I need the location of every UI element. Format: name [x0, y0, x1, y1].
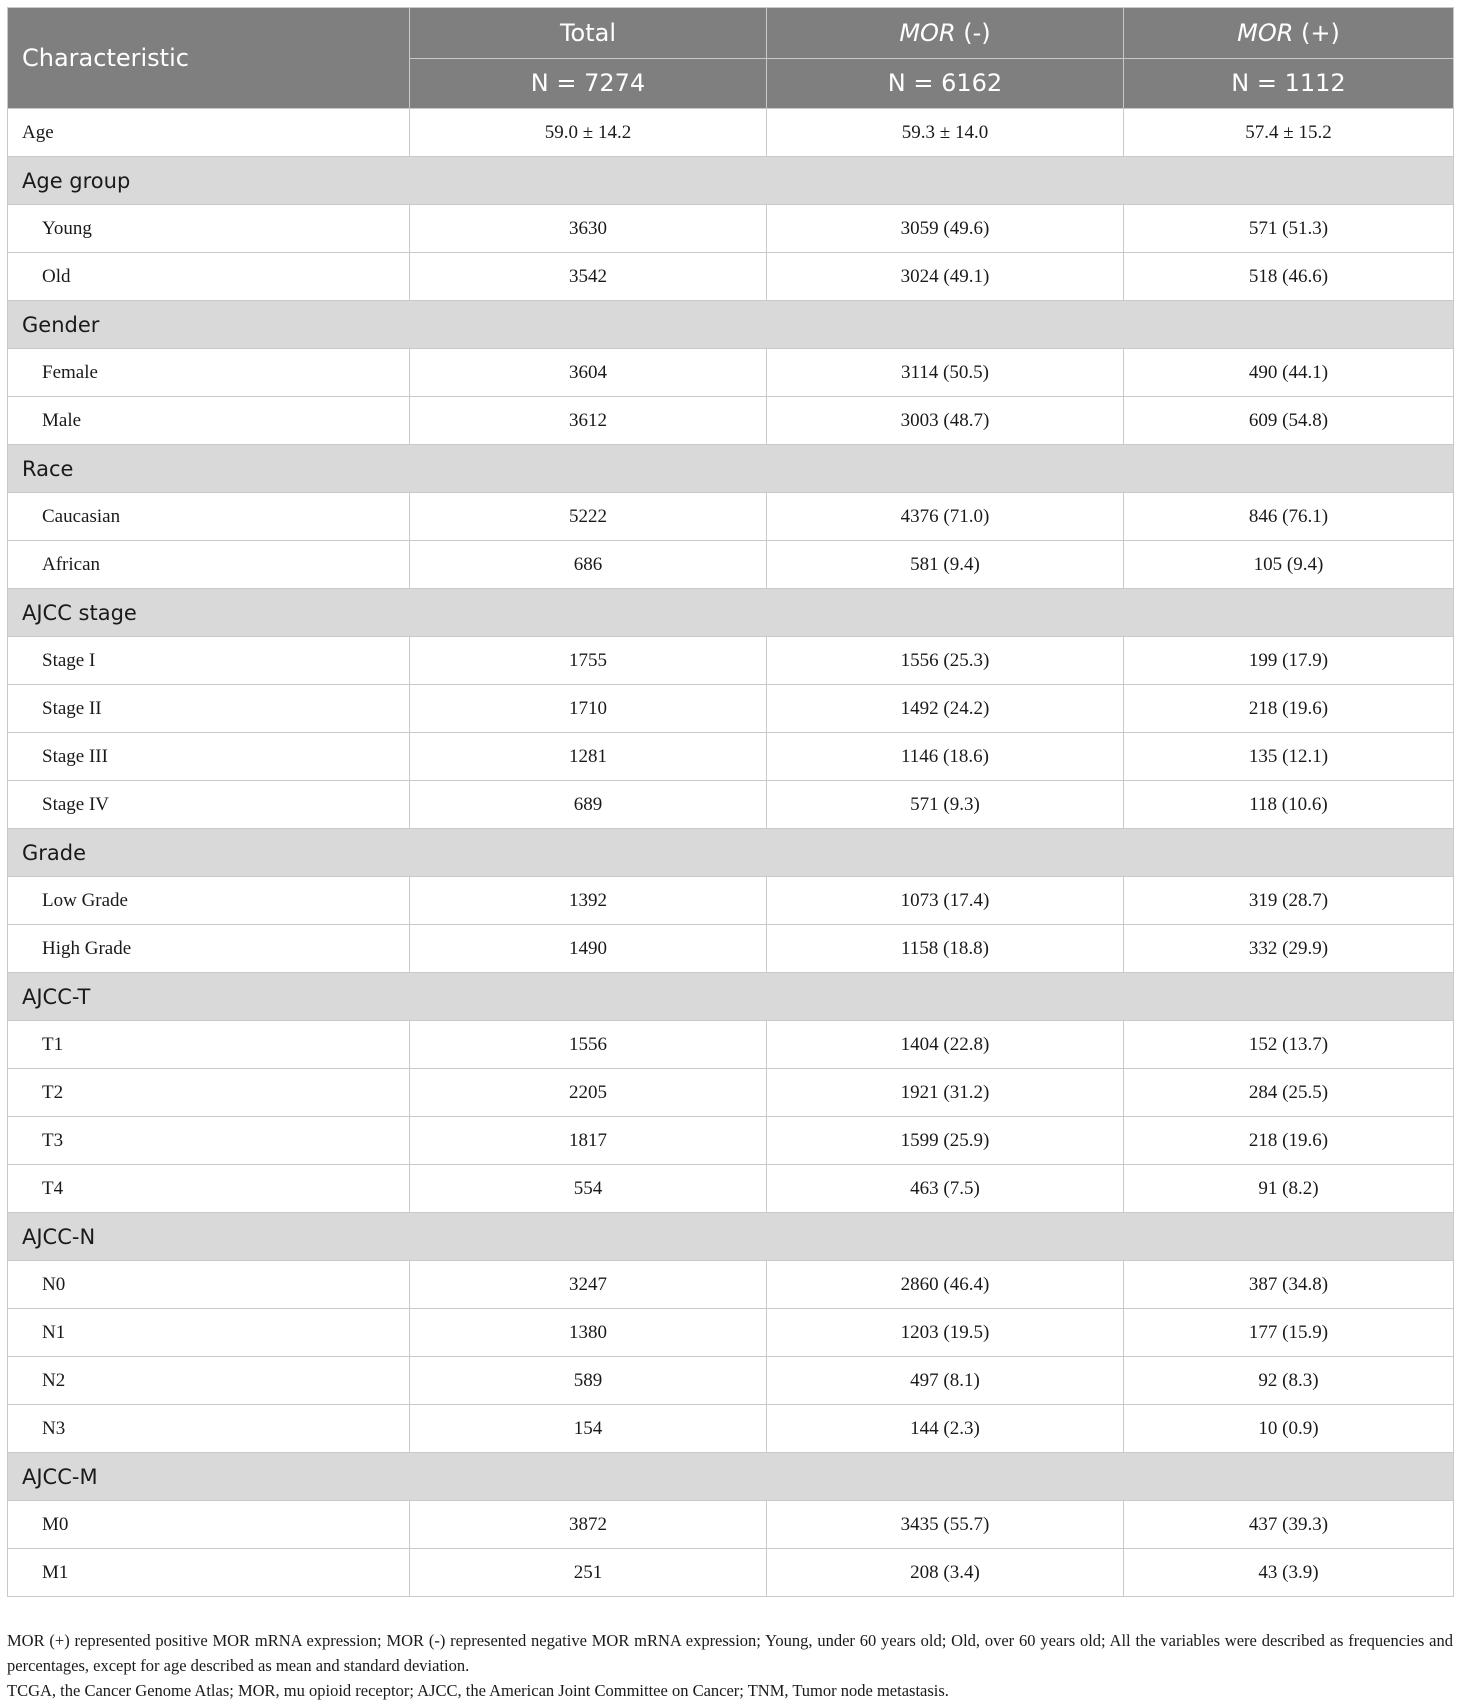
table-row: [8, 253, 1454, 301]
header-mor-positive-rest: (+): [1293, 18, 1340, 47]
cell-mor-negative: 4376 (71.0): [767, 493, 1124, 541]
cell-total: 59.0 ± 14.2: [410, 109, 767, 157]
cell-total: 3612: [410, 397, 767, 445]
row-label: Stage I: [8, 637, 410, 685]
cell-mor-negative: 581 (9.4): [767, 541, 1124, 589]
cell-total: 554: [410, 1165, 767, 1213]
row-label: Stage IV: [8, 781, 410, 829]
row-label: Stage II: [8, 685, 410, 733]
table-row: [8, 733, 1454, 781]
characteristics-table: [7, 7, 1454, 1597]
table-row: [8, 349, 1454, 397]
row-label: Low Grade: [8, 877, 410, 925]
cell-mor-positive: 846 (76.1): [1124, 493, 1454, 541]
row-label: T4: [8, 1165, 410, 1213]
cell-mor-negative: 1203 (19.5): [767, 1309, 1124, 1357]
table-row: [8, 1261, 1454, 1309]
header-characteristic: Characteristic: [8, 8, 410, 109]
cell-mor-positive: 152 (13.7): [1124, 1021, 1454, 1069]
cell-total: 589: [410, 1357, 767, 1405]
cell-total: 3604: [410, 349, 767, 397]
table-row: [8, 925, 1454, 973]
cell-total: 3247: [410, 1261, 767, 1309]
header-total: Total: [410, 8, 767, 59]
header-mor-negative-em: MOR: [899, 18, 956, 47]
group-label: AJCC-M: [8, 1453, 1454, 1501]
cell-mor-positive: 10 (0.9): [1124, 1405, 1454, 1453]
row-label: T3: [8, 1117, 410, 1165]
header-mor-negative: [767, 8, 1124, 59]
group-header-row: [8, 1453, 1454, 1501]
cell-mor-positive: 105 (9.4): [1124, 541, 1454, 589]
row-label: T1: [8, 1021, 410, 1069]
group-header-row: [8, 301, 1454, 349]
table-row: [8, 109, 1454, 157]
cell-total: 1490: [410, 925, 767, 973]
cell-mor-positive: 518 (46.6): [1124, 253, 1454, 301]
cell-mor-positive: 199 (17.9): [1124, 637, 1454, 685]
row-label: Male: [8, 397, 410, 445]
cell-mor-positive: 57.4 ± 15.2: [1124, 109, 1454, 157]
footnote-abbreviations: TCGA, the Cancer Genome Atlas; MOR, mu opioid receptor; AJCC, the American Joint Committee on Cancer; TNM, Tumor node metastasis.: [7, 1681, 949, 1700]
header-mor-positive: [1124, 8, 1454, 59]
row-label: Young: [8, 205, 410, 253]
table-row: [8, 1405, 1454, 1453]
group-header-row: [8, 829, 1454, 877]
cell-total: 5222: [410, 493, 767, 541]
cell-total: 251: [410, 1549, 767, 1597]
table-row: [8, 1117, 1454, 1165]
group-label: Age group: [8, 157, 1454, 205]
table-row: [8, 541, 1454, 589]
row-label: High Grade: [8, 925, 410, 973]
cell-mor-negative: 3003 (48.7): [767, 397, 1124, 445]
group-header-row: [8, 589, 1454, 637]
cell-mor-positive: 319 (28.7): [1124, 877, 1454, 925]
cell-total: 1817: [410, 1117, 767, 1165]
group-header-row: [8, 157, 1454, 205]
cell-mor-positive: 284 (25.5): [1124, 1069, 1454, 1117]
footnote-definitions: MOR (+) represented positive MOR mRNA expression; MOR (-) represented negative MOR mRNA expression; Young, under 60 years old; Old, over 60 years old; All the variables were described as frequencies and percentages, except for age described as mean and standard deviation.: [7, 1631, 1453, 1675]
group-label: AJCC-N: [8, 1213, 1454, 1261]
cell-total: 1392: [410, 877, 767, 925]
cell-mor-negative: 3435 (55.7): [767, 1501, 1124, 1549]
table-row: [8, 397, 1454, 445]
cell-mor-positive: 332 (29.9): [1124, 925, 1454, 973]
group-label: Grade: [8, 829, 1454, 877]
table-row: [8, 685, 1454, 733]
cell-total: 1710: [410, 685, 767, 733]
cell-mor-positive: 571 (51.3): [1124, 205, 1454, 253]
cell-mor-negative: 208 (3.4): [767, 1549, 1124, 1597]
row-label: Female: [8, 349, 410, 397]
table-row: [8, 1309, 1454, 1357]
cell-mor-positive: 387 (34.8): [1124, 1261, 1454, 1309]
cell-total: 154: [410, 1405, 767, 1453]
table-header: [8, 8, 1454, 109]
cell-mor-negative: 59.3 ± 14.0: [767, 109, 1124, 157]
table-row: [8, 637, 1454, 685]
row-label: Age: [8, 109, 410, 157]
cell-mor-positive: 118 (10.6): [1124, 781, 1454, 829]
cell-mor-negative: 1073 (17.4): [767, 877, 1124, 925]
cell-mor-negative: 497 (8.1): [767, 1357, 1124, 1405]
table-row: [8, 781, 1454, 829]
table-row: [8, 1069, 1454, 1117]
cell-mor-positive: 91 (8.2): [1124, 1165, 1454, 1213]
table-row: [8, 493, 1454, 541]
header-total-n: N = 7274: [410, 58, 767, 109]
cell-mor-positive: 177 (15.9): [1124, 1309, 1454, 1357]
cell-mor-positive: 218 (19.6): [1124, 1117, 1454, 1165]
cell-mor-negative: 3059 (49.6): [767, 205, 1124, 253]
cell-total: 1281: [410, 733, 767, 781]
table-row: [8, 1549, 1454, 1597]
cell-mor-positive: 135 (12.1): [1124, 733, 1454, 781]
group-label: AJCC-T: [8, 973, 1454, 1021]
row-label: African: [8, 541, 410, 589]
cell-mor-positive: 218 (19.6): [1124, 685, 1454, 733]
row-label: N1: [8, 1309, 410, 1357]
cell-total: 3542: [410, 253, 767, 301]
cell-mor-negative: 1599 (25.9): [767, 1117, 1124, 1165]
cell-total: 2205: [410, 1069, 767, 1117]
cell-mor-negative: 2860 (46.4): [767, 1261, 1124, 1309]
cell-total: 686: [410, 541, 767, 589]
cell-mor-negative: 3114 (50.5): [767, 349, 1124, 397]
row-label: Caucasian: [8, 493, 410, 541]
cell-total: 689: [410, 781, 767, 829]
cell-mor-positive: 437 (39.3): [1124, 1501, 1454, 1549]
cell-mor-negative: 463 (7.5): [767, 1165, 1124, 1213]
table-row: [8, 1165, 1454, 1213]
cell-mor-negative: 571 (9.3): [767, 781, 1124, 829]
table-row: [8, 1021, 1454, 1069]
row-label: N3: [8, 1405, 410, 1453]
cell-total: 1380: [410, 1309, 767, 1357]
row-label: Old: [8, 253, 410, 301]
cell-mor-positive: 43 (3.9): [1124, 1549, 1454, 1597]
table-row: [8, 1501, 1454, 1549]
group-header-row: [8, 973, 1454, 1021]
group-label: AJCC stage: [8, 589, 1454, 637]
header-mor-negative-rest: (-): [955, 18, 991, 47]
cell-total: 1755: [410, 637, 767, 685]
cell-total: 3630: [410, 205, 767, 253]
table-row: [8, 205, 1454, 253]
row-label: Stage III: [8, 733, 410, 781]
cell-mor-negative: 1404 (22.8): [767, 1021, 1124, 1069]
header-mor-negative-n: N = 6162: [767, 58, 1124, 109]
cell-mor-negative: 1556 (25.3): [767, 637, 1124, 685]
cell-mor-negative: 144 (2.3): [767, 1405, 1124, 1453]
cell-mor-negative: 1146 (18.6): [767, 733, 1124, 781]
row-label: T2: [8, 1069, 410, 1117]
header-mor-positive-em: MOR: [1237, 18, 1294, 47]
cell-mor-negative: 1921 (31.2): [767, 1069, 1124, 1117]
header-mor-positive-n: N = 1112: [1124, 58, 1454, 109]
group-label: Race: [8, 445, 1454, 493]
table-row: [8, 877, 1454, 925]
row-label: M0: [8, 1501, 410, 1549]
row-label: N2: [8, 1357, 410, 1405]
cell-mor-negative: 1492 (24.2): [767, 685, 1124, 733]
cell-total: 3872: [410, 1501, 767, 1549]
table-container: [7, 7, 1453, 1597]
cell-mor-negative: 1158 (18.8): [767, 925, 1124, 973]
group-label: Gender: [8, 301, 1454, 349]
group-header-row: [8, 1213, 1454, 1261]
cell-mor-positive: 490 (44.1): [1124, 349, 1454, 397]
cell-total: 1556: [410, 1021, 767, 1069]
cell-mor-positive: 92 (8.3): [1124, 1357, 1454, 1405]
cell-mor-negative: 3024 (49.1): [767, 253, 1124, 301]
table-row: [8, 1357, 1454, 1405]
row-label: M1: [8, 1549, 410, 1597]
table-body: [8, 109, 1454, 1597]
group-header-row: [8, 445, 1454, 493]
table-footnotes: [7, 1628, 1453, 1703]
cell-mor-positive: 609 (54.8): [1124, 397, 1454, 445]
row-label: N0: [8, 1261, 410, 1309]
